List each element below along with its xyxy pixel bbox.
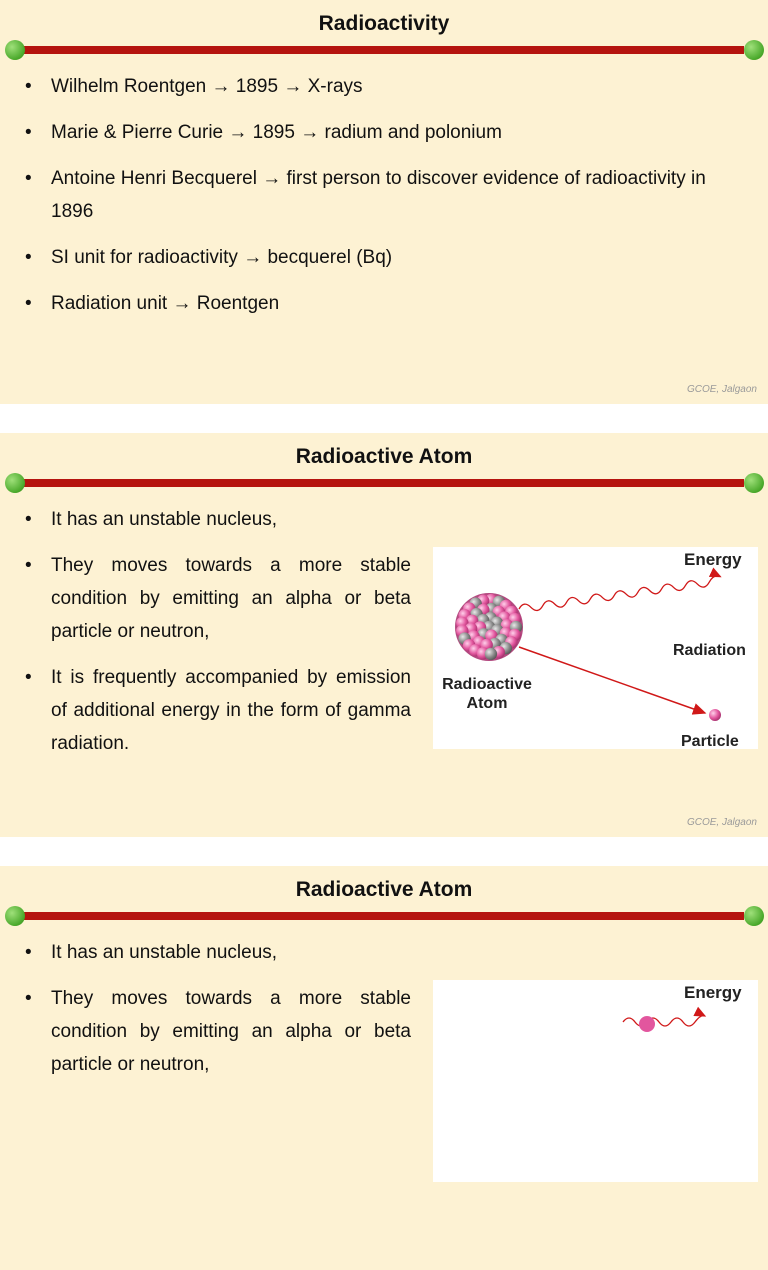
energy-label: Energy bbox=[684, 983, 742, 1002]
radioactive-atom-figure bbox=[433, 980, 758, 1182]
list-item: • They moves towards a more stable condition by emitting an alpha or beta particle or neutron, bbox=[23, 549, 411, 648]
nucleus-icon bbox=[639, 1016, 655, 1032]
slide-radioactive-atom-repeat bbox=[0, 866, 768, 1270]
green-dot-icon bbox=[744, 906, 764, 926]
green-dot-icon bbox=[744, 40, 764, 60]
slide-title: Radioactive Atom bbox=[295, 445, 473, 468]
slide-radioactivity bbox=[0, 0, 768, 404]
list-item: • Antoine Henri Becquerel → first person to discover evidence of radioactivity in 1896 bbox=[23, 162, 753, 228]
list-item: • They moves towards a more stable condition by emitting an alpha or beta particle or neutron, bbox=[23, 982, 411, 1081]
energy-label: Energy bbox=[684, 550, 742, 569]
list-item: • Radiation unit → Roentgen bbox=[23, 287, 753, 320]
bullet-list bbox=[23, 503, 411, 773]
list-item: • SI unit for radioactivity → becquerel (Bq) bbox=[23, 241, 753, 274]
nucleon-icon bbox=[485, 648, 497, 660]
list-item: • Wilhelm Roentgen → 1895 → X-rays bbox=[23, 70, 753, 103]
particle-icon bbox=[709, 709, 721, 721]
atom-label-line2: Atom bbox=[466, 695, 508, 712]
green-dot-icon bbox=[5, 40, 25, 60]
list-item: • It is frequently accompanied by emission of additional energy in the form of gamma radiation. bbox=[23, 661, 411, 760]
title-rule bbox=[24, 912, 744, 920]
list-item: • It has an unstable nucleus, bbox=[23, 503, 411, 536]
energy-wave bbox=[518, 575, 721, 613]
green-dot-icon bbox=[744, 473, 764, 493]
radioactive-atom-figure bbox=[433, 547, 758, 749]
bullet-list bbox=[23, 936, 411, 1094]
slide-footer: GCOE, Jalgaon bbox=[686, 817, 757, 828]
title-rule bbox=[24, 479, 744, 487]
slide-title: Radioactive Atom bbox=[295, 878, 473, 901]
green-dot-icon bbox=[5, 473, 25, 493]
slide-title: Radioactivity bbox=[318, 12, 450, 35]
title-rule bbox=[24, 46, 744, 54]
atom-label-line1: Radioactive bbox=[442, 676, 532, 693]
radiation-label: Radiation bbox=[673, 642, 746, 659]
slide-footer: GCOE, Jalgaon bbox=[686, 384, 757, 395]
list-item: • It has an unstable nucleus, bbox=[23, 936, 411, 969]
list-item: • Marie & Pierre Curie → 1895 → radium and polonium bbox=[23, 116, 753, 149]
nucleus-icon bbox=[455, 593, 523, 661]
particle-label: Particle bbox=[681, 733, 739, 749]
green-dot-icon bbox=[5, 906, 25, 926]
atom-diagram bbox=[433, 547, 758, 749]
atom-diagram bbox=[433, 980, 758, 1182]
bullet-list bbox=[23, 70, 753, 333]
energy-wave bbox=[623, 1016, 705, 1026]
slide-radioactive-atom bbox=[0, 433, 768, 837]
